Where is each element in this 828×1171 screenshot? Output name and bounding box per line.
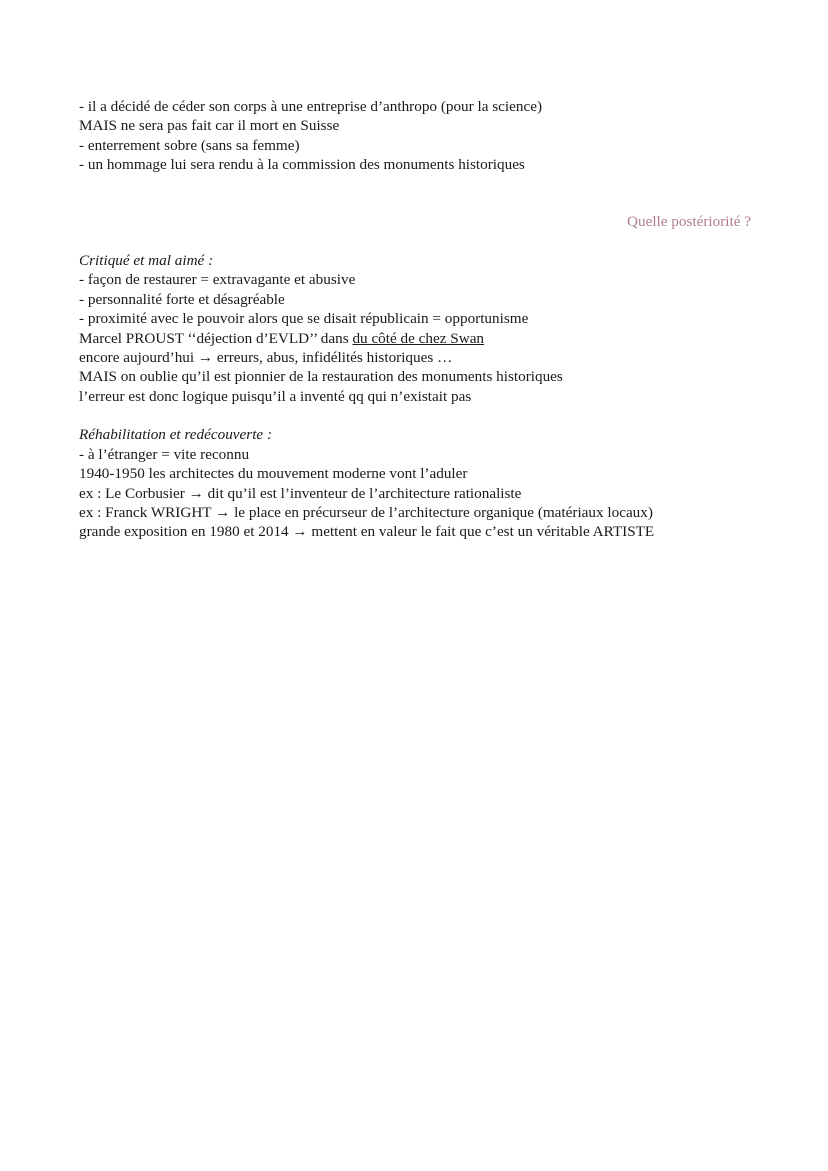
text-segment: Marcel PROUST ‘‘déjection d’EVLD’’ dans	[79, 329, 353, 347]
text-line: ex : Le Corbusier → dit qu’il est l’inventeur de l’architecture rationaliste	[79, 484, 522, 502]
text-line: - un hommage lui sera rendu à la commission des monuments historiques	[79, 156, 525, 174]
section-heading: Réhabilitation et redécouverte :	[79, 426, 273, 444]
text-line: - il a décidé de céder son corps à une entreprise d’anthropo (pour la science)	[79, 98, 543, 115]
text-line: MAIS ne sera pas fait car il mort en Suisse	[79, 117, 340, 135]
text-line: grande exposition en 1980 et 2014 → mettent en valeur le fait que c’est un véritable ARTISTE	[79, 523, 655, 541]
text-line: - proximité avec le pouvoir alors que se disait républicain = opportunisme	[79, 310, 529, 328]
text-line	[79, 329, 758, 348]
section-heading: Critiqué et mal aimé :	[79, 252, 214, 270]
text-line: - à l’étranger = vite reconnu	[79, 445, 250, 463]
underlined-title: du côté de chez Swan	[352, 329, 485, 347]
section-rehabilitation	[79, 425, 758, 541]
section-criticism	[79, 251, 758, 406]
text-line: 1940-1950 les architectes du mouvement moderne vont l’aduler	[79, 465, 468, 483]
text-line: MAIS on oublie qu’il est pionnier de la restauration des monuments historiques	[79, 368, 563, 386]
text-line: - façon de restaurer = extravagante et abusive	[79, 271, 356, 289]
text-line: - personnalité forte et désagréable	[79, 290, 285, 308]
text-line: l’erreur est donc logique puisqu’il a inventé qq qui n’existait pas	[79, 387, 472, 405]
text-line: - enterrement sobre (sans sa femme)	[79, 136, 300, 154]
margin-question: Quelle postériorité ?	[627, 212, 751, 230]
burial-notes	[79, 97, 758, 175]
text-line: encore aujourd’hui → erreurs, abus, infidélités historiques …	[79, 349, 453, 367]
text-line: ex : Franck WRIGHT → le place en précurseur de l’architecture organique (matériaux locaux)	[79, 503, 653, 521]
